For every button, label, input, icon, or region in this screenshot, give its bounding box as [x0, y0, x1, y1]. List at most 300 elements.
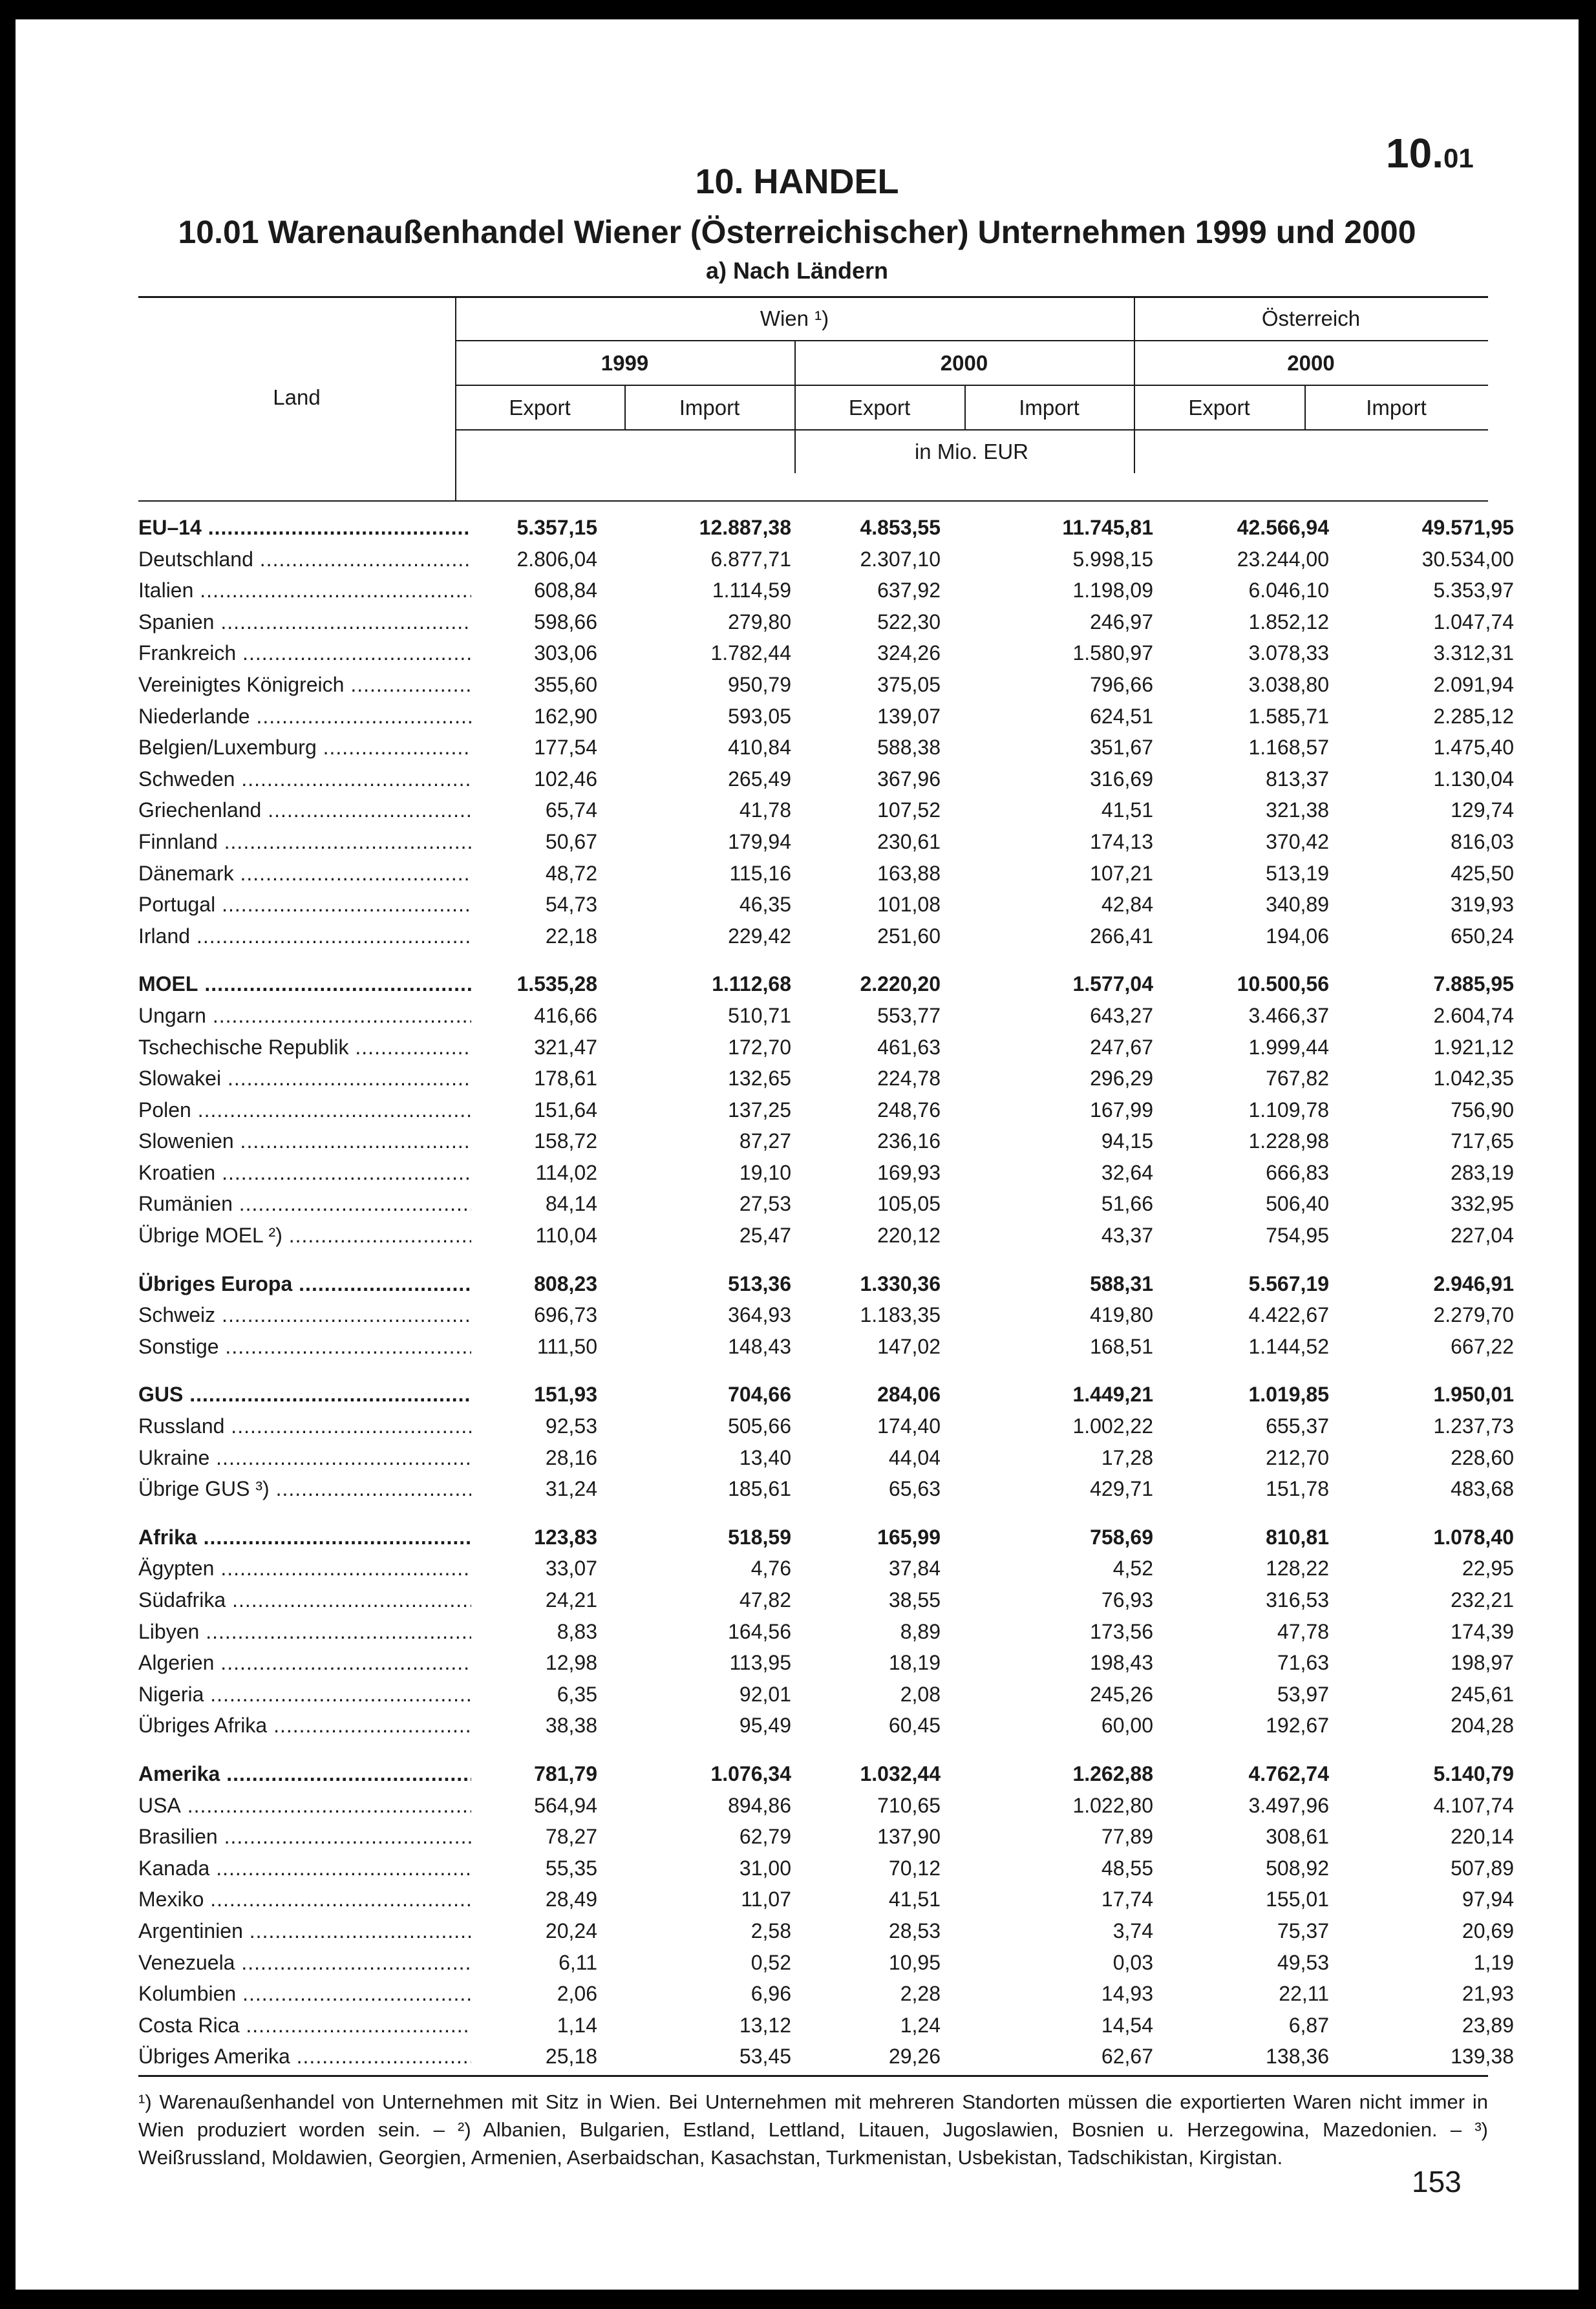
row-value: 510,71	[728, 1003, 791, 1027]
row-value: 461,63	[877, 1035, 941, 1059]
row-value: 666,83	[1266, 1160, 1329, 1184]
row-value: 5.567,19	[1248, 1272, 1329, 1295]
row-land: Irland .....	[138, 920, 471, 952]
row-land: Frankreich .....	[138, 637, 471, 669]
header-land: Land	[273, 385, 321, 409]
table-row-total	[138, 968, 1514, 1000]
row-value: 4,52	[1112, 1557, 1153, 1580]
table-row-total	[138, 1758, 1514, 1790]
row-value: 2,58	[750, 1919, 791, 1942]
header-import: Import	[1019, 396, 1080, 420]
row-value: 107,52	[877, 798, 941, 822]
row-value: 12.887,38	[699, 516, 791, 539]
row-value: 137,90	[877, 1825, 941, 1849]
row-value: 129,74	[1451, 798, 1514, 822]
row-value: 2.091,94	[1433, 672, 1514, 696]
row-value: 483,68	[1451, 1477, 1514, 1501]
row-value: 429,71	[1090, 1477, 1153, 1501]
row-land: MOEL .....	[138, 968, 471, 1000]
row-value: 33,07	[545, 1557, 597, 1580]
row-value: 564,94	[534, 1793, 597, 1817]
row-value: 25,47	[739, 1224, 791, 1248]
table-row	[138, 1710, 1514, 1741]
row-land: Schweiz .....	[138, 1299, 471, 1331]
row-value: 1,19	[1473, 1950, 1514, 1974]
row-value: 296,29	[1090, 1067, 1153, 1091]
row-value: 696,73	[534, 1303, 597, 1327]
row-value: 167,99	[1090, 1098, 1153, 1122]
row-value: 704,66	[728, 1383, 791, 1407]
row-value: 4.107,74	[1433, 1793, 1514, 1817]
row-land: Polen .....	[138, 1094, 471, 1126]
row-value: 767,82	[1266, 1067, 1329, 1091]
row-value: 1.950,01	[1433, 1383, 1514, 1407]
row-value: 505,66	[728, 1414, 791, 1438]
row-value: 1.782,44	[710, 641, 791, 665]
row-value: 47,78	[1277, 1619, 1329, 1643]
row-value: 251,60	[877, 924, 941, 948]
table-row	[138, 1299, 1514, 1331]
row-value: 367,96	[877, 767, 941, 791]
section-number-sub: 01	[1443, 143, 1474, 173]
row-value: 364,93	[728, 1303, 791, 1327]
row-value: 14,54	[1101, 2013, 1153, 2037]
row-value: 1.076,34	[710, 1761, 791, 1785]
row-value: 22,95	[1462, 1557, 1514, 1580]
row-value: 49.571,95	[1421, 516, 1514, 539]
row-value: 1.144,52	[1248, 1334, 1329, 1358]
row-value: 2.285,12	[1433, 704, 1514, 728]
table-row	[138, 1553, 1514, 1584]
row-value: 0,03	[1112, 1950, 1153, 1974]
row-value: 513,19	[1266, 861, 1329, 885]
row-value: 102,46	[534, 767, 597, 791]
row-value: 30.534,00	[1421, 547, 1514, 571]
row-value: 279,80	[728, 610, 791, 633]
row-value: 65,74	[545, 798, 597, 822]
row-value: 1.475,40	[1433, 736, 1514, 760]
row-value: 78,27	[545, 1825, 597, 1849]
row-value: 351,67	[1090, 736, 1153, 760]
row-value: 0,52	[750, 1950, 791, 1974]
row-value: 2,28	[900, 1982, 941, 2006]
table-row	[138, 606, 1514, 638]
row-value: 185,61	[728, 1477, 791, 1501]
table-row	[138, 1094, 1514, 1126]
table-row	[138, 1157, 1514, 1189]
row-value: 41,78	[739, 798, 791, 822]
row-group	[138, 1268, 1514, 1363]
row-value: 113,95	[729, 1651, 791, 1675]
row-value: 14,93	[1101, 1982, 1153, 2006]
row-value: 48,55	[1101, 1856, 1153, 1880]
row-value: 508,92	[1266, 1856, 1329, 1880]
row-land: Afrika .....	[138, 1522, 471, 1553]
row-value: 245,61	[1451, 1682, 1514, 1706]
table-row	[138, 920, 1514, 952]
row-value: 4.853,55	[860, 516, 941, 539]
header-export: Export	[1188, 396, 1250, 420]
row-value: 598,66	[534, 610, 597, 633]
row-value: 370,42	[1266, 829, 1329, 853]
row-value: 165,99	[877, 1525, 941, 1549]
row-value: 5.998,15	[1072, 547, 1153, 571]
row-value: 950,79	[728, 672, 791, 696]
row-value: 224,78	[877, 1067, 941, 1091]
header-year-2000-wien: 2000	[940, 351, 988, 375]
header-year-2000-oesterreich: 2000	[1287, 351, 1335, 375]
row-value: 8,89	[900, 1619, 941, 1643]
row-value: 174,39	[1451, 1619, 1514, 1643]
row-land: Übriges Afrika .....	[138, 1710, 471, 1741]
row-value: 229,42	[728, 924, 791, 948]
table-row	[138, 1331, 1514, 1363]
row-value: 47,82	[739, 1588, 791, 1612]
row-value: 60,00	[1101, 1714, 1153, 1738]
row-value: 2,08	[900, 1682, 941, 1706]
table-row-total	[138, 1379, 1514, 1410]
row-value: 65,63	[888, 1477, 941, 1501]
row-value: 155,01	[1266, 1888, 1329, 1911]
row-value: 316,69	[1090, 767, 1153, 791]
row-land: Übrige MOEL ²) .....	[138, 1220, 471, 1251]
table-row-total	[138, 1522, 1514, 1553]
table-row	[138, 1188, 1514, 1220]
row-value: 813,37	[1266, 767, 1329, 791]
row-land: Nigeria .....	[138, 1679, 471, 1710]
row-value: 12,98	[545, 1651, 597, 1675]
header-export: Export	[848, 396, 911, 420]
row-value: 178,61	[534, 1067, 597, 1091]
row-value: 168,51	[1090, 1334, 1153, 1358]
row-land: Übriges Amerika .....	[138, 2041, 471, 2072]
row-value: 20,24	[545, 1919, 597, 1942]
table-subtitle: a) Nach Ländern	[705, 257, 889, 284]
row-value: 316,53	[1266, 1588, 1329, 1612]
row-value: 6,35	[557, 1682, 597, 1706]
row-value: 308,61	[1266, 1825, 1329, 1849]
section-number: 10.01	[1386, 130, 1474, 176]
table-row	[138, 2041, 1514, 2072]
row-value: 220,14	[1451, 1825, 1514, 1849]
row-value: 236,16	[877, 1129, 941, 1153]
row-value: 43,37	[1101, 1224, 1153, 1248]
row-value: 77,89	[1101, 1825, 1153, 1849]
row-value: 48,72	[545, 861, 597, 885]
chapter-title: 10. HANDEL	[695, 162, 899, 201]
row-land: Portugal .....	[138, 889, 471, 920]
row-value: 212,70	[1266, 1445, 1329, 1469]
row-value: 174,40	[877, 1414, 941, 1438]
row-value: 324,26	[877, 641, 941, 665]
row-value: 148,43	[728, 1334, 791, 1358]
row-value: 228,60	[1451, 1445, 1514, 1469]
row-land: Slowenien .....	[138, 1125, 471, 1157]
row-land: Dänemark .....	[138, 858, 471, 889]
row-value: 507,89	[1451, 1856, 1514, 1880]
row-value: 172,70	[728, 1035, 791, 1059]
row-value: 1.183,35	[860, 1303, 941, 1327]
row-value: 55,35	[545, 1856, 597, 1880]
row-value: 1.112,68	[712, 972, 791, 996]
row-value: 284,06	[877, 1383, 941, 1407]
row-value: 24,21	[545, 1588, 597, 1612]
row-value: 246,97	[1090, 610, 1153, 633]
row-value: 20,69	[1462, 1919, 1514, 1942]
row-value: 198,97	[1451, 1651, 1514, 1675]
table-row	[138, 1915, 1514, 1947]
row-group	[138, 1758, 1514, 2072]
table-row	[138, 732, 1514, 763]
row-value: 1.449,21	[1072, 1383, 1153, 1407]
row-land: Italien .....	[138, 575, 471, 606]
row-value: 147,02	[877, 1334, 941, 1358]
row-value: 28,49	[545, 1888, 597, 1911]
row-land: Algerien .....	[138, 1647, 471, 1679]
row-value: 522,30	[877, 610, 941, 633]
row-value: 340,89	[1266, 893, 1329, 917]
row-group	[138, 1379, 1514, 1504]
header-import: Import	[1366, 396, 1427, 420]
row-value: 101,08	[877, 893, 941, 917]
row-value: 41,51	[1101, 798, 1153, 822]
row-value: 667,22	[1451, 1334, 1514, 1358]
row-value: 6,87	[1288, 2013, 1329, 2037]
table-row-total	[138, 1268, 1514, 1300]
row-value: 139,38	[1451, 2045, 1514, 2069]
row-value: 4.422,67	[1248, 1303, 1329, 1327]
row-value: 70,12	[888, 1856, 941, 1880]
table-row	[138, 1821, 1514, 1853]
table-row	[138, 701, 1514, 732]
row-value: 1.198,09	[1072, 579, 1153, 602]
row-value: 173,56	[1090, 1619, 1153, 1643]
row-value: 637,92	[877, 579, 941, 602]
table-row	[138, 575, 1514, 606]
row-value: 13,12	[739, 2013, 791, 2037]
table-bottom-rule	[138, 2075, 1488, 2077]
row-value: 92,01	[739, 1682, 791, 1706]
table-row	[138, 637, 1514, 669]
header-oesterreich: Österreich	[1261, 306, 1361, 330]
table-row	[138, 763, 1514, 795]
row-value: 169,93	[877, 1160, 941, 1184]
row-value: 23,89	[1462, 2013, 1514, 2037]
row-value: 894,86	[728, 1793, 791, 1817]
row-value: 355,60	[534, 672, 597, 696]
row-value: 3,74	[1112, 1919, 1153, 1942]
row-value: 1.042,35	[1433, 1067, 1514, 1091]
row-value: 31,24	[545, 1477, 597, 1501]
row-land: Rumänien .....	[138, 1188, 471, 1220]
row-value: 87,27	[739, 1129, 791, 1153]
row-value: 179,94	[728, 829, 791, 853]
row-value: 138,36	[1266, 2045, 1329, 2069]
row-group	[138, 1522, 1514, 1741]
row-value: 49,53	[1277, 1950, 1329, 1974]
row-value: 95,49	[739, 1714, 791, 1738]
row-value: 4,76	[750, 1557, 791, 1580]
row-value: 29,26	[888, 2045, 941, 2069]
page-number: 153	[1412, 2165, 1462, 2198]
row-value: 11,07	[741, 1888, 791, 1911]
row-value: 7.885,95	[1433, 972, 1514, 996]
row-value: 158,72	[534, 1129, 597, 1153]
row-land: Russland .....	[138, 1410, 471, 1442]
row-value: 25,18	[545, 2045, 597, 2069]
row-value: 245,26	[1090, 1682, 1153, 1706]
row-value: 51,66	[1101, 1192, 1153, 1216]
row-value: 3.038,80	[1248, 672, 1329, 696]
row-value: 137,25	[728, 1098, 791, 1122]
row-value: 151,93	[534, 1383, 597, 1407]
row-value: 162,90	[534, 704, 597, 728]
row-value: 5.140,79	[1433, 1761, 1514, 1785]
table-row	[138, 1410, 1514, 1442]
row-value: 416,66	[534, 1003, 597, 1027]
row-value: 1.032,44	[860, 1761, 941, 1785]
row-value: 21,93	[1462, 1982, 1514, 2006]
row-land: Griechenland .....	[138, 794, 471, 826]
row-value: 132,65	[728, 1067, 791, 1091]
row-value: 1.047,74	[1433, 610, 1514, 633]
row-value: 6.046,10	[1248, 579, 1329, 602]
row-value: 518,59	[728, 1525, 791, 1549]
row-value: 2.604,74	[1433, 1003, 1514, 1027]
row-value: 1.228,98	[1248, 1129, 1329, 1153]
row-value: 22,18	[545, 924, 597, 948]
row-value: 1.535,28	[516, 972, 597, 996]
row-value: 1.577,04	[1072, 972, 1153, 996]
table-row	[138, 1473, 1514, 1505]
table-row	[138, 1884, 1514, 1915]
row-land: Slowakei .....	[138, 1063, 471, 1094]
row-value: 283,19	[1451, 1160, 1514, 1184]
row-value: 139,07	[877, 704, 941, 728]
table-row-total	[138, 512, 1514, 544]
row-value: 6,11	[559, 1950, 597, 1974]
row-land: Deutschland .....	[138, 544, 471, 575]
row-land: USA .....	[138, 1790, 471, 1822]
row-value: 46,35	[739, 893, 791, 917]
row-value: 232,21	[1451, 1588, 1514, 1612]
row-value: 710,65	[877, 1793, 941, 1817]
row-land: Venezuela .....	[138, 1947, 471, 1979]
row-value: 28,53	[888, 1919, 941, 1942]
row-value: 608,84	[534, 579, 597, 602]
row-land: Brasilien .....	[138, 1821, 471, 1853]
table-row	[138, 1978, 1514, 2010]
row-value: 38,55	[888, 1588, 941, 1612]
row-land: Vereinigtes Königreich .....	[138, 669, 471, 701]
row-value: 194,06	[1266, 924, 1329, 948]
row-value: 6.877,71	[710, 547, 791, 571]
table-row	[138, 1584, 1514, 1616]
table-row	[138, 826, 1514, 858]
row-value: 27,53	[739, 1192, 791, 1216]
row-value: 643,27	[1090, 1003, 1153, 1027]
header-import: Import	[679, 396, 740, 420]
row-value: 553,77	[877, 1003, 941, 1027]
row-value: 23.244,00	[1237, 547, 1329, 571]
row-value: 115,16	[729, 861, 791, 885]
row-value: 220,12	[877, 1224, 941, 1248]
row-value: 717,65	[1451, 1129, 1514, 1153]
row-value: 1.168,57	[1248, 736, 1329, 760]
row-land: Südafrika .....	[138, 1584, 471, 1616]
row-value: 50,67	[545, 829, 597, 853]
row-value: 41,51	[888, 1888, 941, 1911]
row-value: 266,41	[1090, 924, 1153, 948]
row-value: 265,49	[728, 767, 791, 791]
row-value: 174,13	[1090, 829, 1153, 853]
row-value: 17,28	[1101, 1445, 1153, 1469]
row-value: 105,05	[877, 1192, 941, 1216]
row-value: 6,96	[750, 1982, 791, 2006]
row-value: 248,76	[877, 1098, 941, 1122]
row-value: 425,50	[1451, 861, 1514, 885]
row-value: 110,04	[535, 1224, 597, 1248]
row-value: 13,40	[739, 1445, 791, 1469]
row-value: 2.946,91	[1433, 1272, 1514, 1295]
table-title: 10.01 Warenaußenhandel Wiener (Österreichischer) Unternehmen 1999 und 2000	[178, 214, 1416, 250]
row-value: 3.312,31	[1433, 641, 1514, 665]
row-land: Ungarn .....	[138, 1000, 471, 1032]
row-value: 114,02	[535, 1160, 597, 1184]
header-year-1999: 1999	[601, 351, 649, 375]
row-value: 75,37	[1277, 1919, 1329, 1942]
row-land: Übrige GUS ³) .....	[138, 1473, 471, 1505]
row-value: 230,61	[877, 829, 941, 853]
table-row	[138, 858, 1514, 889]
row-value: 5.353,97	[1433, 579, 1514, 602]
row-land: Kroatien .....	[138, 1157, 471, 1189]
row-value: 19,10	[739, 1160, 791, 1184]
table-row	[138, 1442, 1514, 1474]
row-land: Kanada .....	[138, 1853, 471, 1884]
row-value: 816,03	[1451, 829, 1514, 853]
row-value: 164,56	[728, 1619, 791, 1643]
row-value: 513,36	[728, 1272, 791, 1295]
row-value: 28,16	[545, 1445, 597, 1469]
table-row	[138, 794, 1514, 826]
table-row	[138, 1032, 1514, 1063]
row-value: 32,64	[1101, 1160, 1153, 1184]
table-row	[138, 669, 1514, 701]
row-value: 38,38	[545, 1714, 597, 1738]
row-group	[138, 968, 1514, 1251]
row-value: 10.500,56	[1237, 972, 1329, 996]
row-value: 808,23	[534, 1272, 597, 1295]
row-value: 1.580,97	[1072, 641, 1153, 665]
row-value: 123,83	[534, 1525, 597, 1549]
row-value: 1.114,59	[712, 579, 791, 602]
row-value: 410,84	[728, 736, 791, 760]
row-value: 588,31	[1090, 1272, 1153, 1295]
row-value: 1.022,80	[1072, 1793, 1153, 1817]
row-value: 624,51	[1090, 704, 1153, 728]
row-value: 62,79	[739, 1825, 791, 1849]
row-value: 2.279,70	[1433, 1303, 1514, 1327]
footnote: ¹) Warenaußenhandel von Unternehmen mit Sitz in Wien. Bei Unternehmen mit mehreren Standorten müssen die exportierten Waren nicht immer in Wien produziert worden sein. – ²) Albanien, Bulgarien, Estland, Lettland, Litauen, Jugoslawien, Bosnien u. Herzegowina, Mazedonien. – ³) Weißrussland, Moldawien, Georgien, Armenien, Aserbaidschan, Kasachstan, Turkmenistan, Usbekistan, Tadschikistan, Kirgistan.	[138, 2091, 1488, 2169]
table-row	[138, 1947, 1514, 1979]
row-value: 97,94	[1462, 1888, 1514, 1911]
row-value: 593,05	[728, 704, 791, 728]
row-value: 1.078,40	[1433, 1525, 1514, 1549]
row-value: 1.585,71	[1248, 704, 1329, 728]
row-value: 1.999,44	[1248, 1035, 1329, 1059]
row-value: 1.262,88	[1072, 1761, 1153, 1785]
